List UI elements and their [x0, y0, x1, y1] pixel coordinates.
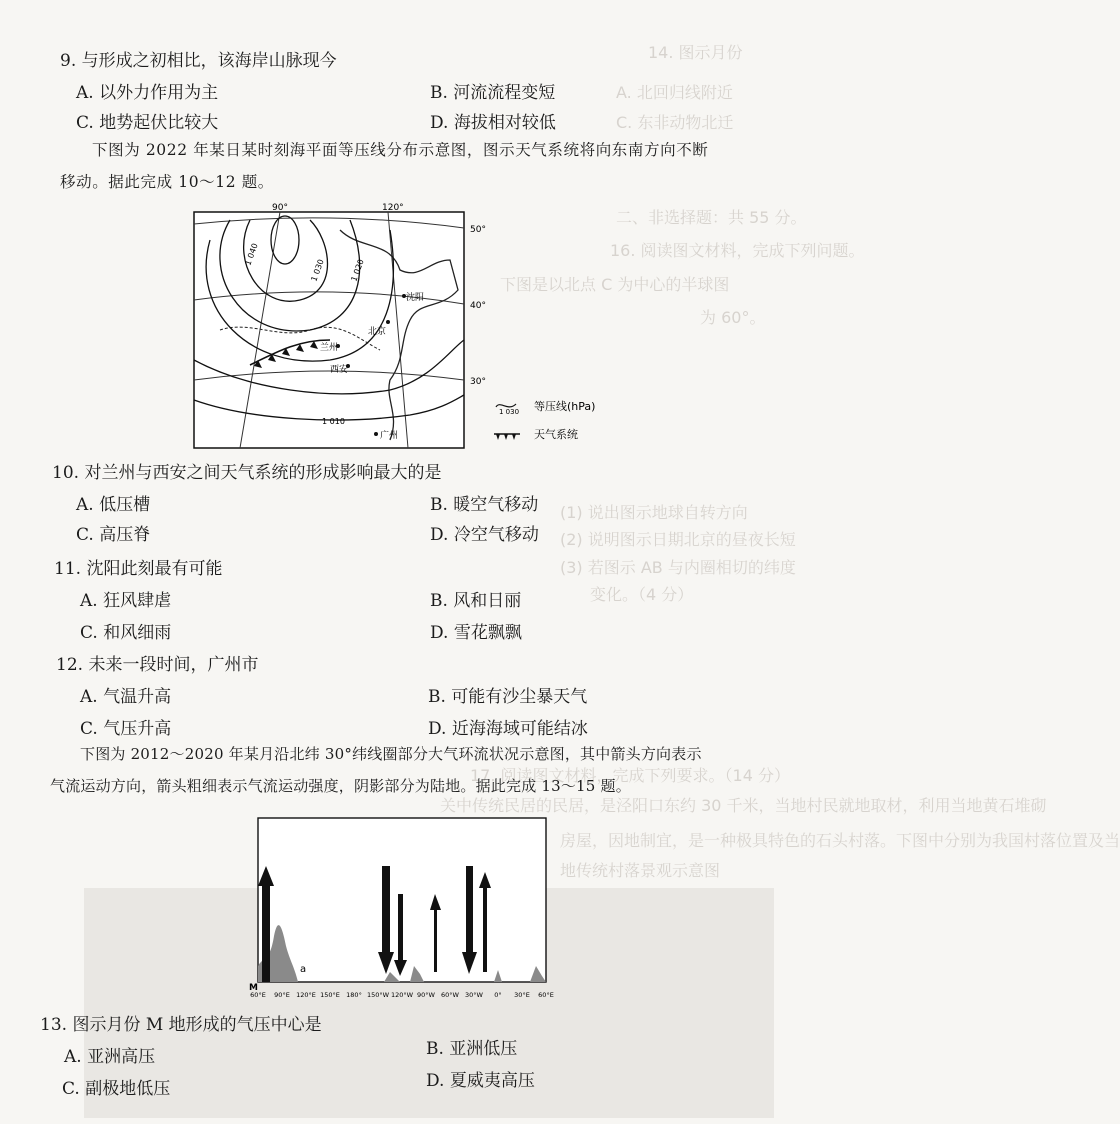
q9-option-d[interactable]: D. 海拔相对较低	[430, 113, 556, 133]
q11-option-b[interactable]: B. 风和日丽	[430, 591, 522, 611]
intro-paragraph-1	[60, 134, 708, 198]
city-lanzhou: 兰州	[320, 343, 339, 353]
q12-option-c[interactable]: C. 气压升高	[80, 719, 172, 739]
q11-option-d[interactable]: D. 雪花飘飘	[430, 623, 522, 643]
legend-isobar-sample-label: 1 030	[499, 408, 520, 416]
lon-label-120: 120°	[382, 203, 404, 213]
bleed-text: 地传统村落景观示意图	[560, 861, 721, 880]
intro2-line2: 气流运动方向，箭头粗细表示气流运动强度，阴影部分为陆地。据此完成 13～15 题。	[50, 777, 631, 795]
question-12-stem: 12. 未来一段时间，广州市	[56, 655, 259, 675]
x-tick-label: 60°E	[538, 991, 554, 999]
q10-option-b[interactable]: B. 暖空气移动	[430, 495, 539, 515]
question-13-stem: 13. 图示月份 M 地形成的气压中心是	[40, 1015, 322, 1035]
intro1-line1: 下图为 2022 年某日某时刻海平面等压线分布示意图，图示天气系统将向东南方向不断	[92, 141, 709, 159]
q13-option-d[interactable]: D. 夏威夷高压	[426, 1071, 535, 1091]
q10-option-d[interactable]: D. 冷空气移动	[430, 525, 539, 545]
isobar-map	[190, 200, 620, 450]
q9-option-a[interactable]: A. 以外力作用为主	[76, 83, 219, 103]
x-tick-label: 90°W	[417, 991, 435, 999]
bleed-text: 17. 阅读图文材料，完成下列要求。（14 分）	[470, 766, 790, 785]
bleed-text: 关中传统民居的民居，是泾阳口东约 30 千米，当地村民就地取材，利用当地黄石堆砌	[440, 796, 1047, 815]
q10-option-a[interactable]: A. 低压槽	[76, 495, 151, 515]
bleed-text: (1) 说出图示地球自转方向	[560, 503, 748, 522]
q11-option-c[interactable]: C. 和风细雨	[80, 623, 172, 643]
intro1-line2: 移动。据此完成 10～12 题。	[60, 173, 274, 191]
city-xian: 西安	[330, 365, 349, 375]
lat-label-40: 40°	[470, 301, 486, 311]
q13-option-b[interactable]: B. 亚洲低压	[426, 1039, 518, 1059]
legend-front-barbs	[496, 434, 516, 440]
city-beijing: 北京	[368, 327, 387, 337]
legend-front-label: 天气系统	[534, 428, 578, 441]
city-shenyang: 沈阳	[406, 293, 425, 303]
legend-isobar-label: 等压线(hPa)	[534, 400, 596, 413]
intro-paragraph-2	[50, 738, 702, 802]
q9-option-c[interactable]: C. 地势起伏比较大	[76, 113, 219, 133]
bleed-text: 14. 图示月份	[648, 43, 743, 62]
q11-option-a[interactable]: A. 狂风肆虐	[80, 591, 172, 611]
city-dot-beijing	[386, 320, 390, 324]
x-tick-label: 30°W	[465, 991, 483, 999]
q13-option-a[interactable]: A. 亚洲高压	[64, 1047, 156, 1067]
x-tick-label: 60°E	[250, 991, 266, 999]
label-a: a	[300, 964, 307, 975]
x-tick-label: 180°	[346, 991, 362, 999]
q13-option-c[interactable]: C. 副极地低压	[62, 1079, 171, 1099]
q12-option-d[interactable]: D. 近海海域可能结冰	[428, 719, 588, 739]
bleed-text: 为 60°。	[700, 308, 766, 327]
bleed-text: (2) 说明图示日期北京的昼夜长短	[560, 530, 796, 549]
lat-label-50: 50°	[470, 225, 486, 235]
x-tick-label: 150°W	[366, 991, 390, 999]
intro2-line1: 下图为 2012～2020 年某月沿北纬 30°纬线圈部分大气环流状况示意图，其中箭头方向表示	[80, 745, 702, 763]
isobar-label-1010: 1 010	[322, 417, 345, 426]
bleed-text: (3) 若图示 AB 与内圈相切的纬度	[560, 558, 796, 577]
x-tick-label: 60°W	[441, 991, 459, 999]
q9-option-b[interactable]: B. 河流流程变短	[430, 83, 556, 103]
q12-option-a[interactable]: A. 气温升高	[80, 687, 172, 707]
q10-option-c[interactable]: C. 高压脊	[76, 525, 151, 545]
q12-option-b[interactable]: B. 可能有沙尘暴天气	[428, 687, 588, 707]
lat-label-30: 30°	[470, 377, 486, 387]
x-tick-label: 30°E	[514, 991, 530, 999]
city-dot-guangzhou	[374, 432, 378, 436]
isobar-label-1040: 1 040	[243, 242, 260, 267]
bleed-text: A. 北回归线附近	[616, 83, 733, 102]
question-9-stem: 9. 与形成之初相比，该海岸山脉现今	[60, 51, 337, 71]
city-guangzhou: 广州	[380, 431, 399, 441]
bleed-text: 变化。（4 分）	[590, 585, 694, 604]
x-axis-ticks	[250, 991, 554, 999]
x-tick-label: 0°	[494, 991, 502, 999]
bleed-text: C. 东非动物北迁	[616, 113, 734, 132]
x-tick-label: 150°E	[320, 991, 340, 999]
isobar-label-1030: 1 030	[309, 258, 326, 283]
circulation-chart	[244, 816, 564, 1000]
label-m: M	[249, 983, 258, 993]
lon-label-90: 90°	[272, 203, 288, 213]
bleed-text: 房屋，因地制宜，是一种极具特色的石头村落。下图中分别为我国村落位置及当	[560, 831, 1120, 850]
bleed-text: 下图是以北点 C 为中心的半球图	[500, 275, 730, 294]
isobar-label-1020: 1 020	[349, 258, 366, 283]
x-tick-label: 120°E	[296, 991, 316, 999]
legend-isobar-sample	[496, 404, 516, 407]
x-tick-label: 90°E	[274, 991, 290, 999]
x-tick-label: 120°W	[390, 991, 414, 999]
question-11-stem: 11. 沈阳此刻最有可能	[54, 559, 223, 579]
question-10-stem: 10. 对兰州与西安之间天气系统的形成影响最大的是	[52, 463, 442, 483]
bleed-text: 二、非选择题：共 55 分。	[616, 208, 807, 227]
bleed-text: 16. 阅读图文材料，完成下列问题。	[610, 241, 865, 260]
